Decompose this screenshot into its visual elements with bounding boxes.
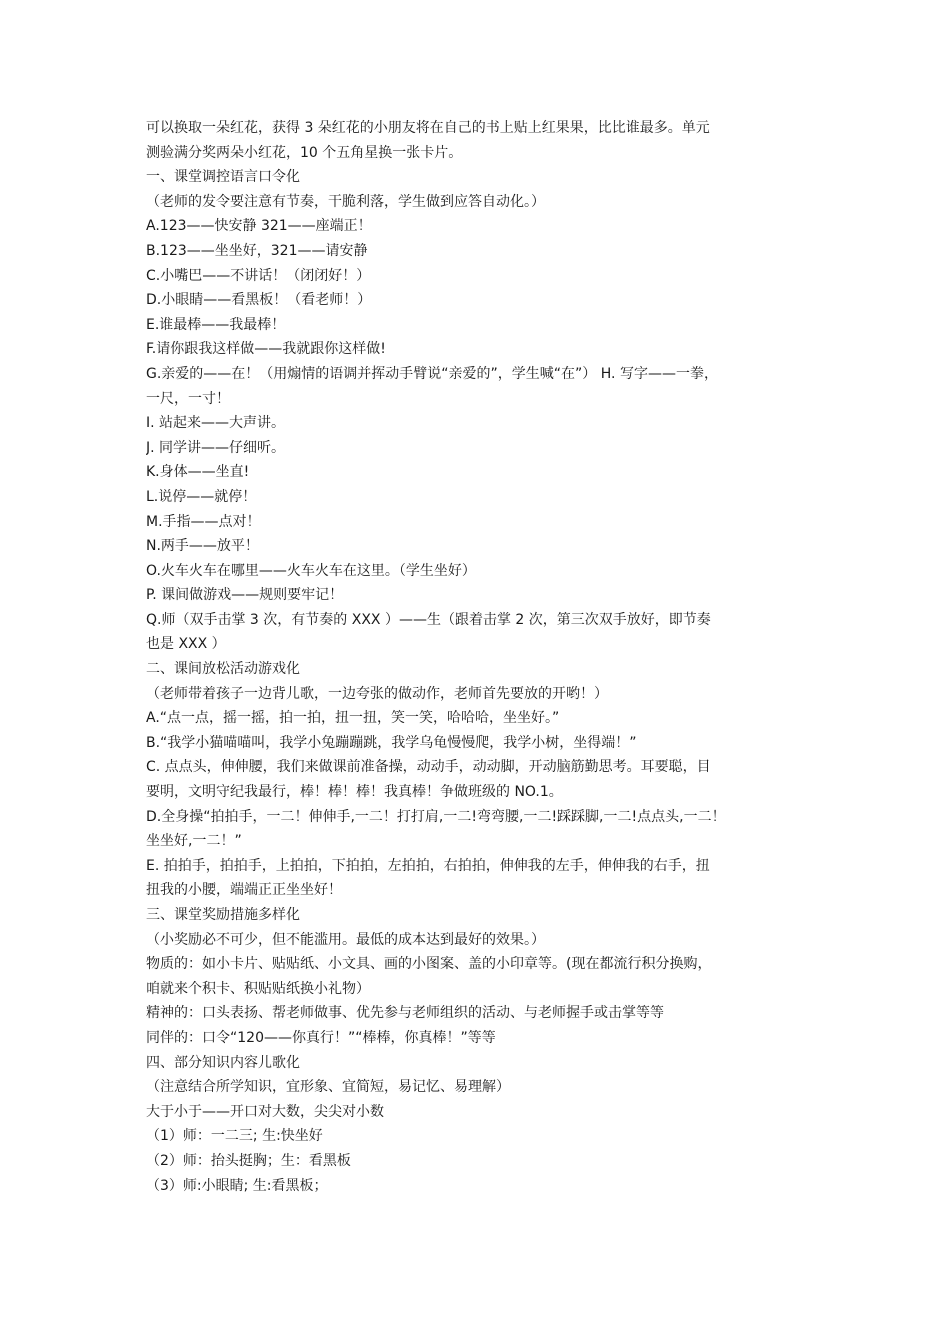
text-line: O.火车火车在哪里——火车火车在这里。（学生坐好） [146,562,476,579]
text-line: P. 课间做游戏——规则要牢记！ [146,587,344,604]
text-line: 咱就来个积卡、积贴贴纸换小礼物） [146,980,370,997]
text-line: F.请你跟我这样做——我就跟你这样做! [146,341,386,358]
text-line: （注意结合所学知识，宜形象、宜简短，易记忆、易理解） [146,1079,510,1096]
text-line: M.手指——点对！ [146,513,261,530]
text-line: E. 拍拍手，拍拍手，上拍拍，下拍拍，左拍拍，右拍拍，伸伸我的左手，伸伸我的右手，扭 [146,857,710,874]
text-line: 要明，文明守纪我最行，棒！棒！棒！我真棒！争做班级的 NO.1。 [146,784,563,801]
text-line: 坐坐好,一二！” [146,833,242,850]
text-line: 一尺，一寸！ [146,390,230,407]
text-line: （老师的发令要注意有节奏，干脆利落，学生做到应答自动化。） [146,193,545,210]
text-line: A.“点一点，摇一摇，拍一拍，扭一扭，笑一笑，哈哈哈，坐坐好。” [146,710,560,727]
text-line: I. 站起来——大声讲。 [146,415,286,432]
text-line: C.小嘴巴——不讲话！（闭闭好！） [146,267,371,284]
text-line: 精神的：口头表扬、帮老师做事、优先参与老师组织的活动、与老师握手或击掌等等 [146,1005,664,1022]
text-line: 扭我的小腰，端端正正坐坐好！ [146,882,342,899]
text-line: B.“我学小猫喵喵叫，我学小兔蹦蹦跳，我学乌龟慢慢爬，我学小树，坐得端！” [146,734,637,751]
text-line: （3）师:小眼睛; 生:看黑板； [146,1177,328,1194]
text-line: L.说停——就停！ [146,488,257,505]
text-line: 也是 XXX ） [146,636,226,653]
text-line: （1）师：一二三; 生:快坐好 [146,1128,323,1145]
text-line: C. 点点头，伸伸腰，我们来做课前准备操，动动手，动动脚，开动脑筋勤思考。耳要聪，目 [146,759,711,776]
text-line: E.谁最棒——我最棒！ [146,316,286,333]
text-line: B.123——坐坐好，321——请安静 [146,242,368,259]
document-body [146,116,811,1198]
text-line: 一、课堂调控语言口令化 [146,169,300,186]
text-line: 同伴的：口令“120——你真行！”“棒棒，你真棒！”等等 [146,1029,496,1046]
text-line: （老师带着孩子一边背儿歌，一边夸张的做动作，老师首先要放的开哟！） [146,685,608,702]
text-line: D.小眼睛——看黑板！（看老师！） [146,292,372,309]
text-line: D.全身操“拍拍手，一二！伸伸手,一二！打打肩,一二!弯弯腰,一二!踩踩脚,一二!点点头,一二！ [146,808,726,825]
text-line: 三、课堂奖励措施多样化 [146,907,300,923]
text-line: J. 同学讲——仔细听。 [146,439,286,456]
text-line: A.123——快安静 321——座端正！ [146,218,372,235]
text-line: 物质的：如小卡片、贴贴纸、小文具、画的小图案、盖的小印章等。(现在都流行积分换购， [146,956,712,973]
text-line: 测验满分奖两朵小红花，10 个五角星换一张卡片。 [146,144,463,161]
text-line: 可以换取一朵红花，获得 3 朵红花的小朋友将在自己的书上贴上红果果，比比谁最多。单元 [146,120,710,136]
text-line: Q.师（双手击掌 3 次，有节奏的 XXX ）——生（跟着击掌 2 次，第三次双手放好，即节奏 [146,611,711,628]
text-line: （2）师：抬头挺胸；生：看黑板 [146,1152,351,1169]
text-line: 四、部分知识内容儿歌化 [146,1054,300,1071]
text-line: 大于小于——开口对大数，尖尖对小数 [146,1103,384,1120]
text-line: N.两手——放平！ [146,538,259,555]
text-line: （小奖励必不可少，但不能滥用。最低的成本达到最好的效果。） [146,931,545,948]
text-line: 二、课间放松活动游戏化 [146,661,300,678]
text-line: G.亲爱的——在！（用煽情的语调并挥动手臂说“亲爱的”，学生喊“在”） H. 写字——一拳， [146,365,718,382]
text-line: K.身体——坐直! [146,464,250,481]
